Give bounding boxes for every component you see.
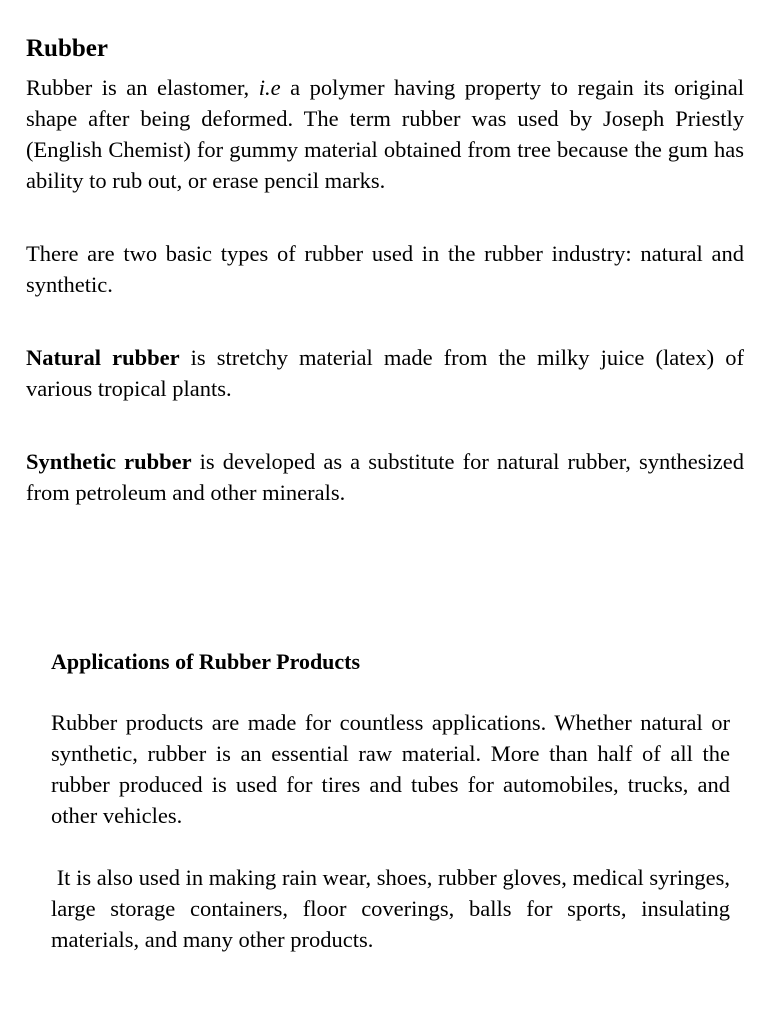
- synthetic-rubber-definition: is developed as a substitute for natural rubber, synthesized from petroleum and other minerals.: [26, 449, 744, 505]
- page-title: Rubber: [26, 35, 108, 62]
- applications-section: [51, 646, 736, 955]
- applications-heading: Applications of Rubber Products: [51, 649, 361, 674]
- natural-rubber-paragraph: [26, 342, 744, 404]
- intro-paragraph: [26, 72, 744, 196]
- other-uses-paragraph: [51, 862, 736, 955]
- synthetic-rubber-term: Synthetic rubber: [26, 449, 192, 474]
- other-uses-text: It is also used in making rain wear, shoes, rubber gloves, medical syringes, large storage containers, floor coverings, balls for sports, insulating materials, and many other products.: [51, 865, 736, 952]
- natural-rubber-term: Natural rubber: [26, 345, 180, 370]
- intro-italic-abbrev: i.e: [258, 75, 281, 100]
- types-paragraph: There are two basic types of rubber used in the rubber industry: natural and synthetic.: [26, 241, 744, 297]
- synthetic-rubber-paragraph: [26, 446, 744, 508]
- rubber-section: [26, 33, 744, 508]
- natural-rubber-definition: is stretchy material made from the milky juice (latex) of various tropical plants.: [26, 345, 744, 401]
- applications-paragraph: Rubber products are made for countless applications. Whether natural or synthetic, rubber is an essential raw material. More than half of all the rubber produced is used for tires and tubes for automobiles, trucks, and other vehicles.: [51, 710, 730, 828]
- intro-text-start: Rubber is an elastomer,: [26, 75, 259, 100]
- intro-text-end: a polymer having property to regain its original shape after being deformed. The term rubber was used by Joseph Priestly (English Chemist) for gummy material obtained from tree because the gum has ability to rub out, or erase pencil marks.: [26, 75, 745, 193]
